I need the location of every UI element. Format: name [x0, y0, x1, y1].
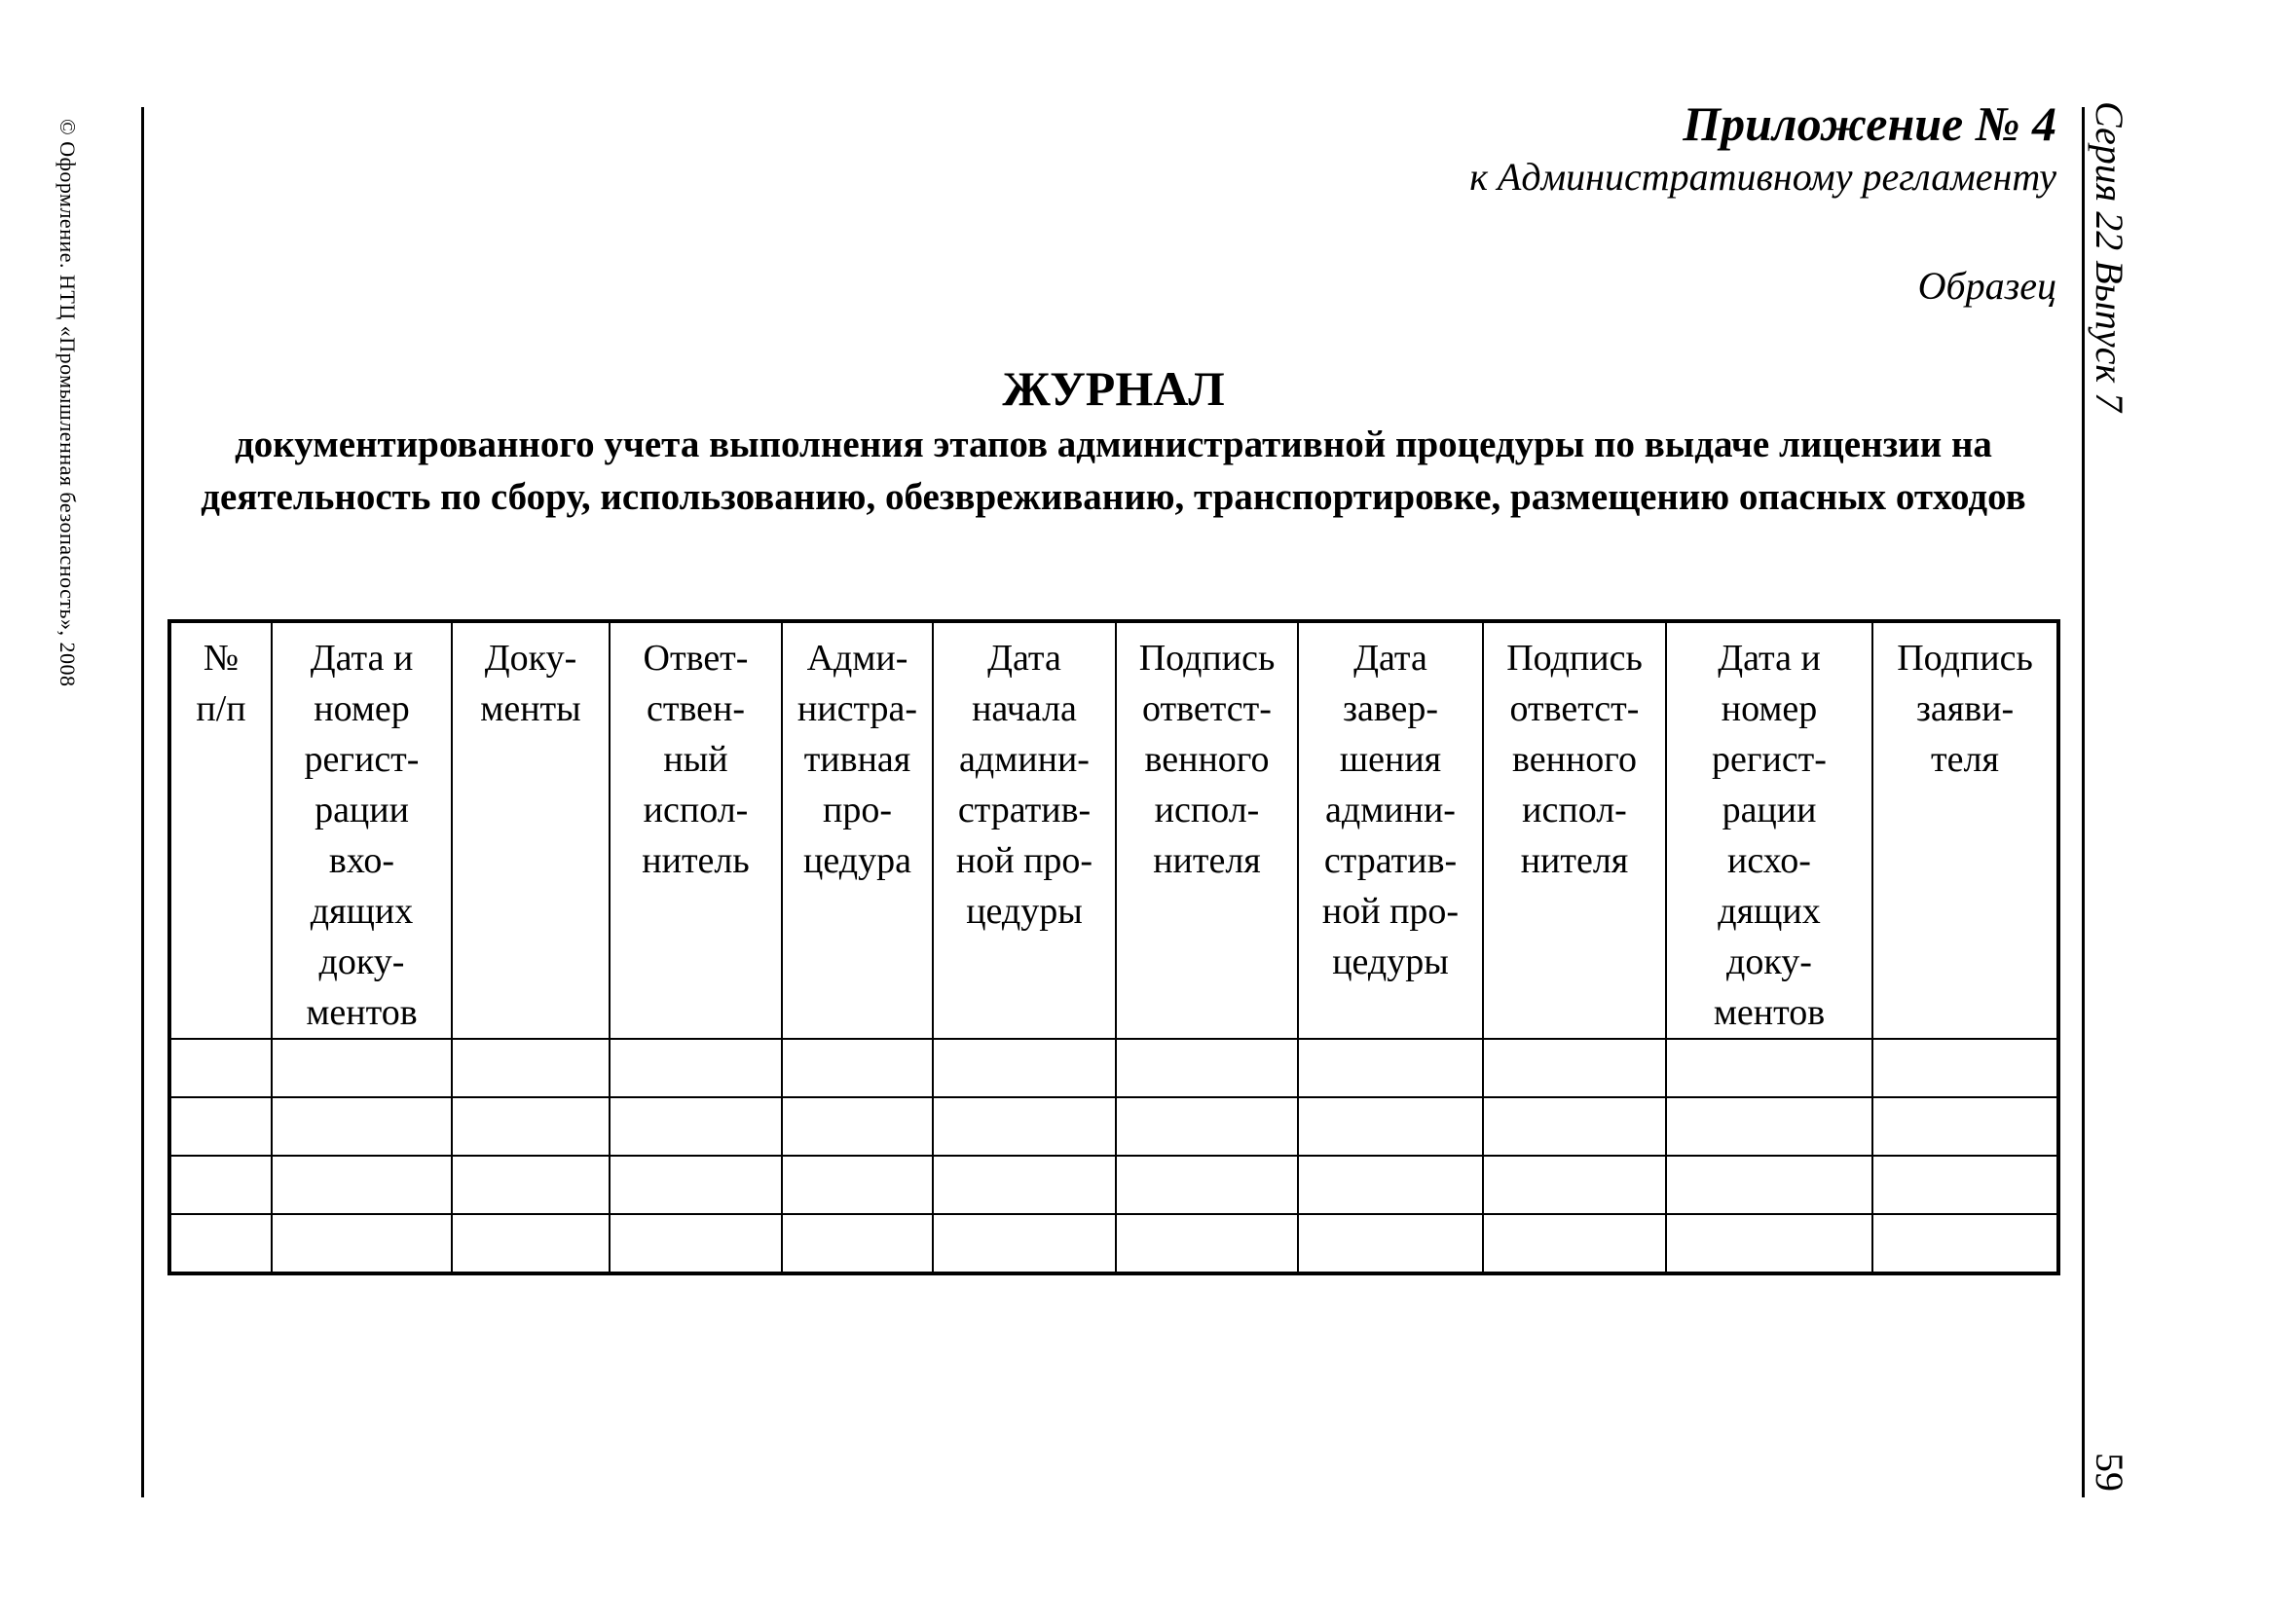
column-header-incoming-registration: Дата и номер регист- рации вхо- дящих доку- ментов	[272, 621, 452, 1039]
table-cell	[1666, 1156, 1872, 1214]
table-cell	[1872, 1156, 2058, 1214]
table-row	[169, 1039, 2058, 1097]
table-row	[169, 1097, 2058, 1156]
sample-label: Образец	[1917, 264, 2056, 308]
table-cell	[1116, 1156, 1298, 1214]
left-margin-rule	[141, 107, 144, 1497]
table-cell	[1872, 1097, 2058, 1156]
table-cell	[169, 1097, 272, 1156]
table-cell	[1666, 1039, 1872, 1097]
table-row	[169, 1156, 2058, 1214]
table-cell	[610, 1156, 782, 1214]
table-cell	[1483, 1156, 1666, 1214]
journal-table	[167, 619, 2060, 1275]
table-cell	[1483, 1214, 1666, 1273]
column-header-applicant-signature: Подпись заяви- теля	[1872, 621, 2058, 1039]
copyright-notice: © Оформление. НТЦ «Промышленная безопасность», 2008	[56, 119, 80, 687]
table-cell	[1116, 1097, 1298, 1156]
table-cell	[933, 1097, 1116, 1156]
series-label: Серия 22 Выпуск 7	[2088, 101, 2131, 413]
table-cell	[610, 1214, 782, 1273]
table-cell	[1298, 1039, 1483, 1097]
table-cell	[1483, 1097, 1666, 1156]
table-cell	[452, 1214, 610, 1273]
column-header-executor-signature-2: Подпись ответст- венного испол- нителя	[1483, 621, 1666, 1039]
table-cell	[933, 1039, 1116, 1097]
table-cell	[272, 1039, 452, 1097]
page-number: 59	[2088, 1453, 2131, 1492]
appendix-title: Приложение № 4	[1683, 96, 2056, 151]
column-header-outgoing-registration: Дата и номер регист- рации исхо- дящих доку- ментов	[1666, 621, 1872, 1039]
column-header-executor-signature: Подпись ответст- венного испол- нителя	[1116, 621, 1298, 1039]
table-row	[169, 1214, 2058, 1273]
table-cell	[169, 1039, 272, 1097]
table-cell	[782, 1156, 933, 1214]
table-cell	[272, 1097, 452, 1156]
column-header-procedure-end-date: Дата завер- шения админи- стратив- ной про- цедуры	[1298, 621, 1483, 1039]
table-cell	[610, 1039, 782, 1097]
table-cell	[272, 1214, 452, 1273]
table-cell	[933, 1156, 1116, 1214]
table-cell	[169, 1214, 272, 1273]
table-cell	[1298, 1097, 1483, 1156]
table-cell	[1872, 1039, 2058, 1097]
column-header-number: № п/п	[169, 621, 272, 1039]
table-cell	[1872, 1214, 2058, 1273]
table-cell	[933, 1214, 1116, 1273]
table-cell	[782, 1039, 933, 1097]
column-header-documents: Доку- менты	[452, 621, 610, 1039]
table-cell	[272, 1156, 452, 1214]
right-margin-rule	[2082, 107, 2085, 1497]
table-cell	[610, 1097, 782, 1156]
journal-description: документированного учета выполнения этапов административной процедуры по выдаче лицензии на деятельность по сбору, использованию, обезвреживанию, транспортировке, размещению опасных отходов	[201, 424, 2026, 518]
table-cell	[452, 1039, 610, 1097]
table-cell	[452, 1156, 610, 1214]
column-header-administrative-procedure: Адми- нистра- тивная про- цедура	[782, 621, 933, 1039]
table-cell	[1666, 1097, 1872, 1156]
table-cell	[452, 1097, 610, 1156]
table-cell	[1116, 1214, 1298, 1273]
table-cell	[1483, 1039, 1666, 1097]
table-cell	[782, 1097, 933, 1156]
table-cell	[1116, 1039, 1298, 1097]
column-header-procedure-start-date: Дата начала админи- стратив- ной про- цедуры	[933, 621, 1116, 1039]
table-cell	[1298, 1156, 1483, 1214]
table-cell	[782, 1214, 933, 1273]
column-header-responsible-executor: Ответ- ствен- ный испол- нитель	[610, 621, 782, 1039]
appendix-subtitle: к Административному регламенту	[1469, 155, 2056, 199]
journal-title: ЖУРНАЛ	[1002, 361, 1225, 416]
table-cell	[1298, 1214, 1483, 1273]
table-cell	[1666, 1214, 1872, 1273]
table-cell	[169, 1156, 272, 1214]
table-header-row	[169, 621, 2058, 1039]
